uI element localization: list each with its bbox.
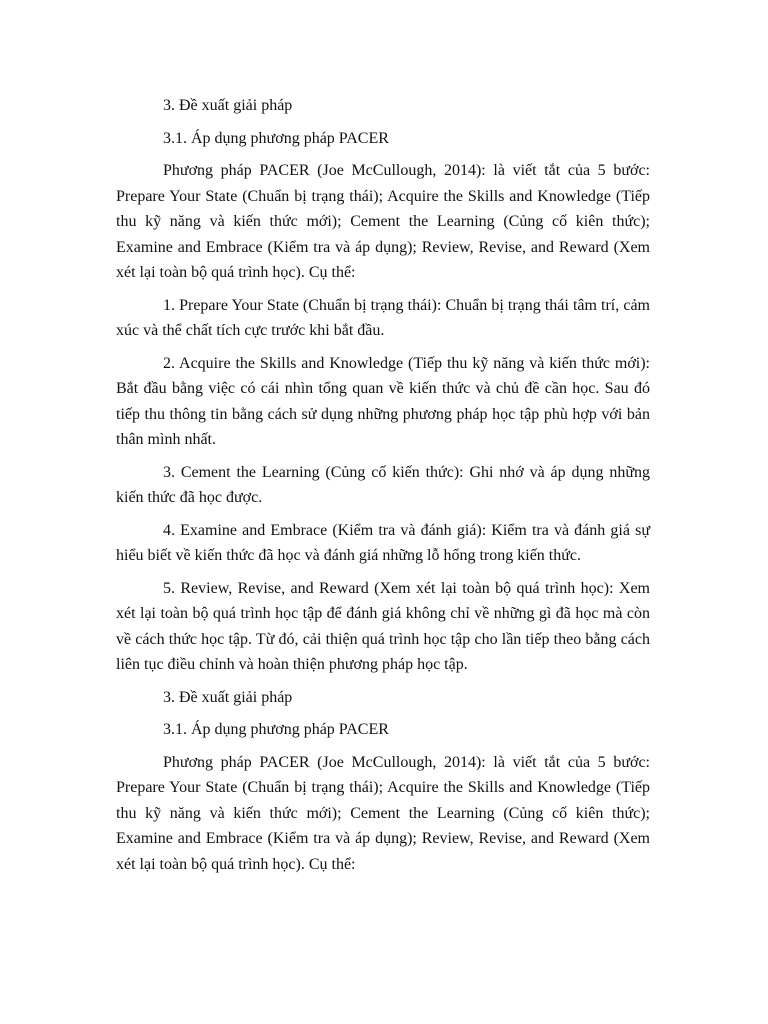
intro-paragraph-repeat: Phương pháp PACER (Joe McCullough, 2014): là viết tắt của 5 bước: Prepare Your State (Chuẩn bị trạng thái); Acquire the Skills and Knowledge (Tiếp thu kỹ năng và kiến thức mới); Cement the Learning (Củng cố kiên thức); Examine and Embrace (Kiểm tra và áp dụng); Review, Revise, and Reward (Xem xét lại toàn bộ quá trình học). Cụ thể:: [116, 753, 650, 873]
subsection-heading-repeat: 3.1. Áp dụng phương pháp PACER: [163, 721, 389, 738]
document-page: [116, 93, 650, 884]
step-5-paragraph: 5. Review, Revise, and Reward (Xem xét lại toàn bộ quá trình học): Xem xét lại toàn bộ quá trình học tập để đánh giá không chỉ về những gì đã học mà còn về cách thức học tập. Từ đó, cải thiện quá trình học tập cho lần tiếp theo bằng cách liên tục điều chỉnh và hoàn thiện phương pháp học tập.: [116, 579, 650, 673]
step-4-paragraph: 4. Examine and Embrace (Kiểm tra và đánh giá): Kiểm tra và đánh giá sự hiểu biết về kiến thức đã học và đánh giá những lỗ hổng trong kiến thức.: [116, 521, 650, 564]
step-3-paragraph: 3. Cement the Learning (Củng cố kiến thức): Ghi nhớ và áp dụng những kiến thức đã học được.: [116, 463, 650, 506]
section-heading-repeat: 3. Đề xuất giải pháp: [163, 688, 293, 706]
step-2-paragraph: 2. Acquire the Skills and Knowledge (Tiếp thu kỹ năng và kiến thức mới): Bắt đầu bằng việc có cái nhìn tổng quan về kiến thức và chủ đề cần học. Sau đó tiếp thu thông tin bằng cách sử dụng những phương pháp học tập phù hợp với bản thân mình nhất.: [116, 354, 650, 448]
subsection-heading: 3.1. Áp dụng phương pháp PACER: [163, 129, 389, 147]
section-heading: 3. Đề xuất giải pháp: [163, 97, 293, 114]
intro-paragraph: Phương pháp PACER (Joe McCullough, 2014): là viết tắt của 5 bước: Prepare Your State (Chuẩn bị trạng thái); Acquire the Skills and Knowledge (Tiếp thu kỹ năng và kiến thức mới); Cement the Learning (Củng cố kiên thức); Examine and Embrace (Kiểm tra và áp dụng); Review, Revise, and Reward (Xem xét lại toàn bộ quá trình học). Cụ thể:: [116, 162, 650, 281]
step-1-paragraph: 1. Prepare Your State (Chuẩn bị trạng thái): Chuẩn bị trạng thái tâm trí, cảm xúc và thể chất tích cực trước khi bắt đầu.: [116, 296, 650, 339]
